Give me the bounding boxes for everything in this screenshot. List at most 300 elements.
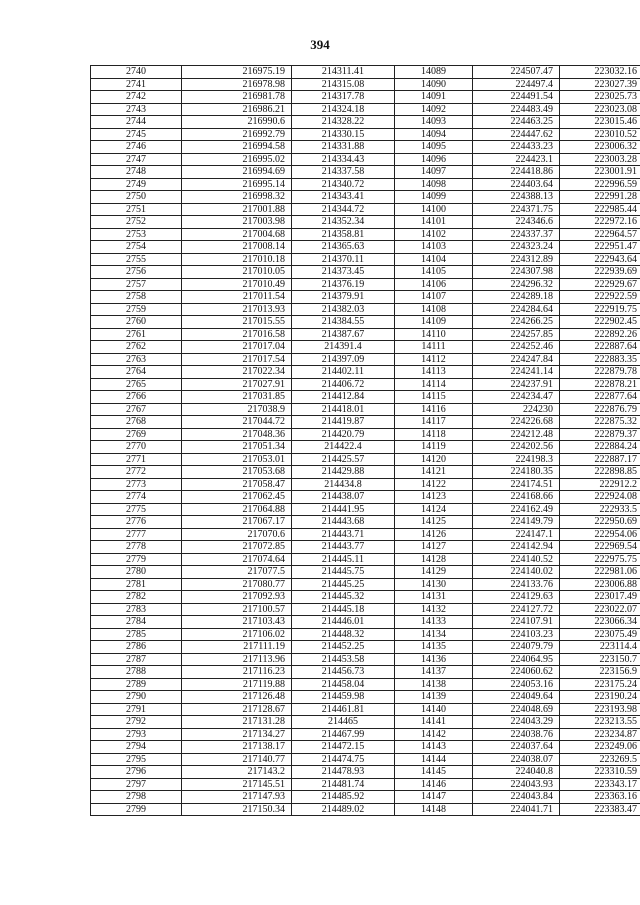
table-cell: 223156.9 (560, 666, 640, 679)
table-cell: 216978.98 (182, 78, 292, 91)
table-cell: 216992.79 (182, 128, 292, 141)
table-cell: 224064.95 (473, 653, 560, 666)
table-cell: 217003.98 (182, 216, 292, 229)
table-cell: 14091 (395, 91, 473, 104)
table-cell: 222996.59 (560, 178, 640, 191)
table-cell: 222884.24 (560, 441, 640, 454)
table-cell: 2743 (91, 103, 182, 116)
table-cell: 214456.73 (292, 666, 395, 679)
table-row (91, 641, 640, 654)
table-cell: 217053.68 (182, 466, 292, 479)
table-cell: 14113 (395, 366, 473, 379)
table-cell: 214406.72 (292, 378, 395, 391)
table-row (91, 66, 640, 79)
table-cell: 224403.64 (473, 178, 560, 191)
table-row (91, 341, 640, 354)
table-cell: 2788 (91, 666, 182, 679)
table-row (91, 603, 640, 616)
table-cell: 224127.72 (473, 603, 560, 616)
table-cell: 223114.4 (560, 641, 640, 654)
table-cell: 222902.45 (560, 316, 640, 329)
table-cell: 224103.23 (473, 628, 560, 641)
table-cell: 2797 (91, 778, 182, 791)
table-row (91, 228, 640, 241)
table-cell: 14139 (395, 691, 473, 704)
table-cell: 222875.32 (560, 416, 640, 429)
table-cell: 14089 (395, 66, 473, 79)
table-cell: 214328.22 (292, 116, 395, 129)
table-row (91, 766, 640, 779)
table-cell: 214397.09 (292, 353, 395, 366)
table-cell: 222933.5 (560, 503, 640, 516)
table-cell: 224038.07 (473, 753, 560, 766)
table-cell: 222876.79 (560, 403, 640, 416)
table-cell: 224226.68 (473, 416, 560, 429)
table-cell: 222969.54 (560, 541, 640, 554)
table-cell: 217058.47 (182, 478, 292, 491)
table-cell: 2774 (91, 491, 182, 504)
table-cell: 2747 (91, 153, 182, 166)
table-cell: 14093 (395, 116, 473, 129)
table-cell: 2791 (91, 703, 182, 716)
table-cell: 222919.75 (560, 303, 640, 316)
table-cell: 2798 (91, 791, 182, 804)
table-cell: 223343.17 (560, 778, 640, 791)
table-cell: 223022.07 (560, 603, 640, 616)
table-cell: 214358.81 (292, 228, 395, 241)
table-cell: 14099 (395, 191, 473, 204)
table-cell: 2750 (91, 191, 182, 204)
table-cell: 223023.08 (560, 103, 640, 116)
table-cell: 214365.63 (292, 241, 395, 254)
table-cell: 214452.25 (292, 641, 395, 654)
table-cell: 224289.18 (473, 291, 560, 304)
table-cell: 217134.27 (182, 728, 292, 741)
table-row (91, 128, 640, 141)
table-cell: 14146 (395, 778, 473, 791)
table-cell: 214391.4 (292, 341, 395, 354)
table-cell: 214445.18 (292, 603, 395, 616)
table-row (91, 141, 640, 154)
table-cell: 214315.08 (292, 78, 395, 91)
table-cell: 14098 (395, 178, 473, 191)
table-cell: 214384.55 (292, 316, 395, 329)
table-cell: 14120 (395, 453, 473, 466)
table-cell: 217106.02 (182, 628, 292, 641)
table-row (91, 428, 640, 441)
table-cell: 217140.77 (182, 753, 292, 766)
table-row (91, 103, 640, 116)
table-cell: 214467.99 (292, 728, 395, 741)
table-cell: 223025.73 (560, 91, 640, 104)
table-cell: 217111.19 (182, 641, 292, 654)
table-cell: 214489.02 (292, 803, 395, 816)
table-cell: 14144 (395, 753, 473, 766)
table-cell: 14141 (395, 716, 473, 729)
table-row (91, 578, 640, 591)
table-cell: 222954.06 (560, 528, 640, 541)
table-cell: 14101 (395, 216, 473, 229)
table-cell: 224337.37 (473, 228, 560, 241)
table-cell: 2778 (91, 541, 182, 554)
table-cell: 224284.64 (473, 303, 560, 316)
table-cell: 223032.16 (560, 66, 640, 79)
table-cell: 224162.49 (473, 503, 560, 516)
table-cell: 223017.49 (560, 591, 640, 604)
table-cell: 217031.85 (182, 391, 292, 404)
table-cell: 224040.8 (473, 766, 560, 779)
table-cell: 2787 (91, 653, 182, 666)
table-cell: 14109 (395, 316, 473, 329)
table-cell: 222981.06 (560, 566, 640, 579)
table-row (91, 391, 640, 404)
table-cell: 214441.95 (292, 503, 395, 516)
table-row (91, 653, 640, 666)
table-cell: 217119.88 (182, 678, 292, 691)
table-cell: 224296.32 (473, 278, 560, 291)
table-cell: 214445.11 (292, 553, 395, 566)
table-cell: 223010.52 (560, 128, 640, 141)
table-cell: 224307.98 (473, 266, 560, 279)
table-row (91, 703, 640, 716)
table-cell: 224202.56 (473, 441, 560, 454)
table-cell: 2751 (91, 203, 182, 216)
table-cell: 222939.69 (560, 266, 640, 279)
table-cell: 2768 (91, 416, 182, 429)
table-cell: 214334.43 (292, 153, 395, 166)
table-cell: 217010.49 (182, 278, 292, 291)
table-cell: 217017.54 (182, 353, 292, 366)
table-cell: 224371.75 (473, 203, 560, 216)
table-cell: 214425.57 (292, 453, 395, 466)
table-cell: 217010.05 (182, 266, 292, 279)
table-row (91, 503, 640, 516)
table-row (91, 628, 640, 641)
table-cell: 14103 (395, 241, 473, 254)
table-cell: 224060.62 (473, 666, 560, 679)
table-cell: 214481.74 (292, 778, 395, 791)
table-cell: 217103.43 (182, 616, 292, 629)
table-row (91, 666, 640, 679)
table-cell: 14112 (395, 353, 473, 366)
table-cell: 217116.23 (182, 666, 292, 679)
table-cell: 223269.5 (560, 753, 640, 766)
table-cell: 224180.35 (473, 466, 560, 479)
table-cell: 2773 (91, 478, 182, 491)
table-cell: 2765 (91, 378, 182, 391)
table-cell: 2746 (91, 141, 182, 154)
table-cell: 214418.01 (292, 403, 395, 416)
table-cell: 224129.63 (473, 591, 560, 604)
table-row (91, 403, 640, 416)
table-cell: 214330.15 (292, 128, 395, 141)
table-cell: 2755 (91, 253, 182, 266)
table-cell: 14133 (395, 616, 473, 629)
table-row (91, 691, 640, 704)
table-cell: 224142.94 (473, 541, 560, 554)
page-number: 394 (310, 37, 330, 52)
table-cell: 2795 (91, 753, 182, 766)
table-cell: 224043.29 (473, 716, 560, 729)
table-cell: 214337.58 (292, 166, 395, 179)
table-cell: 214340.72 (292, 178, 395, 191)
table-cell: 224041.71 (473, 803, 560, 816)
table-cell: 14110 (395, 328, 473, 341)
table-cell: 224133.76 (473, 578, 560, 591)
table-cell: 2764 (91, 366, 182, 379)
table-cell: 14136 (395, 653, 473, 666)
table-row (91, 303, 640, 316)
table-cell: 2789 (91, 678, 182, 691)
table-cell: 217027.91 (182, 378, 292, 391)
table-cell: 223363.16 (560, 791, 640, 804)
table-cell: 2754 (91, 241, 182, 254)
table-cell: 2786 (91, 641, 182, 654)
table-cell: 217016.58 (182, 328, 292, 341)
table-row (91, 291, 640, 304)
table-cell: 214420.79 (292, 428, 395, 441)
table-cell: 222898.85 (560, 466, 640, 479)
table-cell: 224423.1 (473, 153, 560, 166)
table-cell: 214472.15 (292, 741, 395, 754)
table-cell: 217010.18 (182, 253, 292, 266)
table-row (91, 716, 640, 729)
table-cell: 14092 (395, 103, 473, 116)
table-cell: 2748 (91, 166, 182, 179)
table-cell: 2745 (91, 128, 182, 141)
table-cell: 214311.41 (292, 66, 395, 79)
table-cell: 214438.07 (292, 491, 395, 504)
table-row (91, 216, 640, 229)
table-cell: 224266.25 (473, 316, 560, 329)
table-cell: 222877.64 (560, 391, 640, 404)
table-cell: 2752 (91, 216, 182, 229)
table-cell: 2777 (91, 528, 182, 541)
table-cell: 217143.2 (182, 766, 292, 779)
table-row (91, 478, 640, 491)
table-cell: 14142 (395, 728, 473, 741)
table-cell: 217064.88 (182, 503, 292, 516)
table-cell: 214459.98 (292, 691, 395, 704)
table-cell: 2762 (91, 341, 182, 354)
table-cell: 217017.04 (182, 341, 292, 354)
table-cell: 217131.28 (182, 716, 292, 729)
table-cell: 222924.08 (560, 491, 640, 504)
table-cell: 224140.52 (473, 553, 560, 566)
table-cell: 222912.2 (560, 478, 640, 491)
table-cell: 224212.48 (473, 428, 560, 441)
table-row (91, 528, 640, 541)
table-cell: 217053.01 (182, 453, 292, 466)
table-cell: 214382.03 (292, 303, 395, 316)
table-row (91, 116, 640, 129)
table-cell: 214370.11 (292, 253, 395, 266)
table-row (91, 753, 640, 766)
table-cell: 214445.32 (292, 591, 395, 604)
table-cell: 14124 (395, 503, 473, 516)
table-cell: 224230 (473, 403, 560, 416)
table-cell: 223150.7 (560, 653, 640, 666)
table-cell: 216981.78 (182, 91, 292, 104)
table-cell: 14117 (395, 416, 473, 429)
table-cell: 2756 (91, 266, 182, 279)
table-cell: 2785 (91, 628, 182, 641)
table-cell: 224241.14 (473, 366, 560, 379)
table-cell: 14096 (395, 153, 473, 166)
table-cell: 224507.47 (473, 66, 560, 79)
table-cell: 14119 (395, 441, 473, 454)
table-cell: 214343.41 (292, 191, 395, 204)
table-cell: 214376.19 (292, 278, 395, 291)
table-cell: 14095 (395, 141, 473, 154)
table-row (91, 191, 640, 204)
table-cell: 214429.88 (292, 466, 395, 479)
table-cell: 216975.19 (182, 66, 292, 79)
table-cell: 2740 (91, 66, 182, 79)
table-cell: 14127 (395, 541, 473, 554)
table-cell: 224257.85 (473, 328, 560, 341)
table-cell: 14128 (395, 553, 473, 566)
table-row (91, 178, 640, 191)
table-cell: 223193.98 (560, 703, 640, 716)
table-cell: 14122 (395, 478, 473, 491)
table-row (91, 241, 640, 254)
table-cell: 214379.91 (292, 291, 395, 304)
table-cell: 14125 (395, 516, 473, 529)
table-cell: 217051.34 (182, 441, 292, 454)
table-row (91, 378, 640, 391)
table-cell: 2784 (91, 616, 182, 629)
table-cell: 2782 (91, 591, 182, 604)
table-cell: 222985.44 (560, 203, 640, 216)
table-cell: 217126.48 (182, 691, 292, 704)
table-cell: 223310.59 (560, 766, 640, 779)
table-cell: 217080.77 (182, 578, 292, 591)
table-cell: 2775 (91, 503, 182, 516)
table-cell: 223175.24 (560, 678, 640, 691)
table-cell: 14116 (395, 403, 473, 416)
table-cell: 222972.16 (560, 216, 640, 229)
table-cell: 217128.67 (182, 703, 292, 716)
table-cell: 223234.87 (560, 728, 640, 741)
table-cell: 224147.1 (473, 528, 560, 541)
table-cell: 224037.64 (473, 741, 560, 754)
table-cell: 214446.01 (292, 616, 395, 629)
table-cell: 224346.6 (473, 216, 560, 229)
table-cell: 2767 (91, 403, 182, 416)
table-cell: 216995.14 (182, 178, 292, 191)
table-cell: 14094 (395, 128, 473, 141)
table-row (91, 316, 640, 329)
table-row (91, 616, 640, 629)
table-cell: 14147 (395, 791, 473, 804)
table-row (91, 516, 640, 529)
table-cell: 2760 (91, 316, 182, 329)
table-cell: 224049.64 (473, 691, 560, 704)
table-cell: 223075.49 (560, 628, 640, 641)
table-cell: 14131 (395, 591, 473, 604)
table-cell: 217147.93 (182, 791, 292, 804)
table-cell: 224048.69 (473, 703, 560, 716)
table-cell: 2757 (91, 278, 182, 291)
table-cell: 223003.28 (560, 153, 640, 166)
table-cell: 214448.32 (292, 628, 395, 641)
table-cell: 2742 (91, 91, 182, 104)
table-cell: 217145.51 (182, 778, 292, 791)
table-cell: 222951.47 (560, 241, 640, 254)
table-cell: 216995.02 (182, 153, 292, 166)
table-cell: 214445.25 (292, 578, 395, 591)
table-row (91, 803, 640, 816)
table-cell: 214324.18 (292, 103, 395, 116)
table-cell: 2771 (91, 453, 182, 466)
table-cell: 2794 (91, 741, 182, 754)
table-row (91, 278, 640, 291)
table-cell: 217113.96 (182, 653, 292, 666)
table-cell: 224483.49 (473, 103, 560, 116)
table-cell: 214453.58 (292, 653, 395, 666)
table-cell: 2741 (91, 78, 182, 91)
table-cell: 2780 (91, 566, 182, 579)
table-cell: 217092.93 (182, 591, 292, 604)
table-cell: 14100 (395, 203, 473, 216)
table-cell: 217150.34 (182, 803, 292, 816)
table-cell: 222878.21 (560, 378, 640, 391)
table-body (91, 66, 640, 816)
table-cell: 2758 (91, 291, 182, 304)
table-cell: 214474.75 (292, 753, 395, 766)
table-cell: 223066.34 (560, 616, 640, 629)
table-cell: 14134 (395, 628, 473, 641)
table-cell: 14121 (395, 466, 473, 479)
table-cell: 14108 (395, 303, 473, 316)
table-cell: 217004.68 (182, 228, 292, 241)
table-cell: 224418.86 (473, 166, 560, 179)
table-cell: 217022.34 (182, 366, 292, 379)
table-cell: 222922.59 (560, 291, 640, 304)
table-cell: 14135 (395, 641, 473, 654)
table-cell: 224038.76 (473, 728, 560, 741)
table-cell: 217011.54 (182, 291, 292, 304)
table-cell: 217015.55 (182, 316, 292, 329)
table-row (91, 366, 640, 379)
table-cell: 222887.17 (560, 453, 640, 466)
table-cell: 214419.87 (292, 416, 395, 429)
table-cell: 224053.16 (473, 678, 560, 691)
table-cell: 223190.24 (560, 691, 640, 704)
table-row (91, 166, 640, 179)
table-cell: 14138 (395, 678, 473, 691)
table-cell: 2763 (91, 353, 182, 366)
table-cell: 214331.88 (292, 141, 395, 154)
table-cell: 2766 (91, 391, 182, 404)
table-row (91, 678, 640, 691)
table-cell: 217067.17 (182, 516, 292, 529)
table-cell: 224388.13 (473, 191, 560, 204)
table-cell: 2793 (91, 728, 182, 741)
table-cell: 217100.57 (182, 603, 292, 616)
table-cell: 14130 (395, 578, 473, 591)
table-cell: 222879.37 (560, 428, 640, 441)
table-cell: 224168.66 (473, 491, 560, 504)
table-cell: 14145 (395, 766, 473, 779)
table-cell: 222879.78 (560, 366, 640, 379)
table-cell: 216998.32 (182, 191, 292, 204)
table-cell: 214317.78 (292, 91, 395, 104)
table-cell: 214344.72 (292, 203, 395, 216)
table-cell: 224447.62 (473, 128, 560, 141)
table-cell: 14137 (395, 666, 473, 679)
